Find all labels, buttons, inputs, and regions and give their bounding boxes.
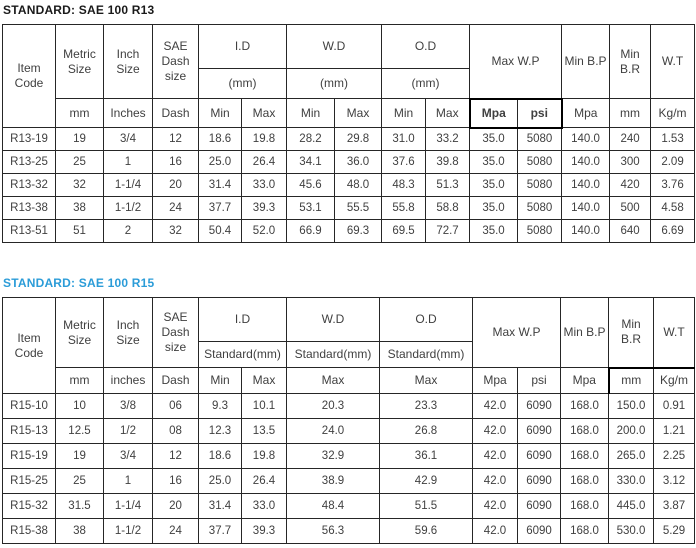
table-cell: 1 xyxy=(104,469,153,494)
table-cell: 33.0 xyxy=(242,494,287,519)
table-cell: R13-19 xyxy=(3,128,56,151)
table-cell: 38 xyxy=(56,519,104,544)
table-cell: 19.8 xyxy=(242,128,287,151)
table-cell: 6.69 xyxy=(651,220,695,243)
table-cell: 36.0 xyxy=(335,151,382,174)
table-cell: 5080 xyxy=(518,128,562,151)
col-wd: W.D xyxy=(287,25,382,69)
table-cell: 59.6 xyxy=(380,519,473,544)
table-cell: 3.76 xyxy=(651,174,695,197)
col-od-standard-mm: Standard(mm) xyxy=(380,342,473,368)
unit-mm: mm xyxy=(56,368,104,394)
unit-od-min: Min xyxy=(382,99,426,128)
table-cell: 48.3 xyxy=(382,174,426,197)
table-row xyxy=(3,519,695,544)
table-cell: R13-25 xyxy=(3,151,56,174)
table-cell: 31.4 xyxy=(199,494,242,519)
table-cell: 168.0 xyxy=(561,444,609,469)
table-cell: 150.0 xyxy=(609,394,654,419)
unit-bp-mpa: Mpa xyxy=(562,99,610,128)
table-cell: 0.91 xyxy=(654,394,695,419)
table-cell: R15-32 xyxy=(3,494,56,519)
table-body xyxy=(3,128,695,243)
table-cell: 24 xyxy=(153,519,199,544)
table-cell: 300 xyxy=(610,151,651,174)
table-cell: 48.0 xyxy=(335,174,382,197)
table-cell: 66.9 xyxy=(287,220,335,243)
table-cell: 3/4 xyxy=(104,128,153,151)
table-cell: 51 xyxy=(56,220,104,243)
col-inch-size: Inch Size xyxy=(104,298,153,368)
table-row xyxy=(3,394,695,419)
table-cell: 240 xyxy=(610,128,651,151)
table-cell: 37.6 xyxy=(382,151,426,174)
unit-id-min: Min xyxy=(199,99,242,128)
col-min-br: Min B.R xyxy=(610,25,651,99)
table-row xyxy=(3,469,695,494)
table-cell: 42.0 xyxy=(473,419,518,444)
table-cell: 50.4 xyxy=(199,220,242,243)
table-cell: 2.25 xyxy=(654,444,695,469)
table-cell: 32 xyxy=(153,220,199,243)
unit-inches: inches xyxy=(104,368,153,394)
unit-br-mm: mm xyxy=(609,368,654,394)
table-cell: 12 xyxy=(153,128,199,151)
table-cell: 42.0 xyxy=(473,394,518,419)
table-cell: 168.0 xyxy=(561,494,609,519)
table-cell: 1 xyxy=(104,151,153,174)
table-cell: 330.0 xyxy=(609,469,654,494)
table-cell: 500 xyxy=(610,197,651,220)
table-cell: 12 xyxy=(153,444,199,469)
table-cell: 42.0 xyxy=(473,444,518,469)
table-cell: 26.8 xyxy=(380,419,473,444)
table-row xyxy=(3,128,695,151)
table-cell: 25 xyxy=(56,151,104,174)
unit-dash: Dash xyxy=(153,368,199,394)
table-cell: 20 xyxy=(153,494,199,519)
table-cell: 5080 xyxy=(518,151,562,174)
col-id: I.D xyxy=(199,25,287,69)
table-cell: 3/4 xyxy=(104,444,153,469)
table-cell: 26.4 xyxy=(242,151,287,174)
table-cell: 6090 xyxy=(518,444,561,469)
table-cell: 16 xyxy=(153,151,199,174)
table-cell: 38.9 xyxy=(287,469,380,494)
table-cell: 6090 xyxy=(518,469,561,494)
unit-id-max: Max xyxy=(242,99,287,128)
unit-inches: Inches xyxy=(104,99,153,128)
unit-od-max: Max xyxy=(426,99,470,128)
table-cell: 29.8 xyxy=(335,128,382,151)
table-cell: 1-1/4 xyxy=(104,494,153,519)
table-cell: 42.0 xyxy=(473,519,518,544)
table-cell: 36.1 xyxy=(380,444,473,469)
col-wd-standard-mm: Standard(mm) xyxy=(287,342,380,368)
table-cell: 530.0 xyxy=(609,519,654,544)
table-cell: 39.8 xyxy=(426,151,470,174)
table-cell: 53.1 xyxy=(287,197,335,220)
unit-wd-min: Min xyxy=(287,99,335,128)
table-cell: 23.3 xyxy=(380,394,473,419)
table-cell: 2 xyxy=(104,220,153,243)
table-cell: 25.0 xyxy=(199,151,242,174)
table-cell: 168.0 xyxy=(561,419,609,444)
table-cell: 39.3 xyxy=(242,519,287,544)
col-inch-size: Inch Size xyxy=(104,25,153,99)
table-cell: 18.6 xyxy=(199,444,242,469)
table-cell: 140.0 xyxy=(562,151,610,174)
table-cell: 6090 xyxy=(518,494,561,519)
table-cell: 140.0 xyxy=(562,197,610,220)
table-cell: 52.0 xyxy=(242,220,287,243)
table-title-r13: STANDARD: SAE 100 R13 xyxy=(3,3,155,17)
table-cell: 9.3 xyxy=(199,394,242,419)
table-cell: 168.0 xyxy=(561,469,609,494)
unit-bp-mpa: Mpa xyxy=(561,368,609,394)
col-wt: W.T xyxy=(651,25,695,99)
table-cell: 168.0 xyxy=(561,519,609,544)
table-cell: 38 xyxy=(56,197,104,220)
table-cell: 1.53 xyxy=(651,128,695,151)
table-cell: 45.6 xyxy=(287,174,335,197)
table-cell: 48.4 xyxy=(287,494,380,519)
col-metric-size: Metric Size xyxy=(56,298,104,368)
table-cell: 06 xyxy=(153,394,199,419)
table-header xyxy=(3,298,695,394)
table-cell: 5.29 xyxy=(654,519,695,544)
col-min-bp: Min B.P xyxy=(562,25,610,99)
table-cell: 55.8 xyxy=(382,197,426,220)
table-cell: 42.0 xyxy=(473,469,518,494)
table-cell: 35.0 xyxy=(470,151,518,174)
table-cell: 34.1 xyxy=(287,151,335,174)
table-cell: 16 xyxy=(153,469,199,494)
table-cell: 6090 xyxy=(518,394,561,419)
col-item-code: Item Code xyxy=(3,298,56,394)
unit-wp-mpa: Mpa xyxy=(470,99,518,128)
table-cell: 1.21 xyxy=(654,419,695,444)
table-cell: 140.0 xyxy=(562,220,610,243)
table-cell: 265.0 xyxy=(609,444,654,469)
col-sae-dash-size: SAE Dash size xyxy=(153,298,199,368)
table-cell: 37.7 xyxy=(199,197,242,220)
table-cell: 12.5 xyxy=(56,419,104,444)
table-cell: 445.0 xyxy=(609,494,654,519)
unit-wt-kgm: Kg/m xyxy=(651,99,695,128)
table-cell: 5080 xyxy=(518,220,562,243)
table-cell: 168.0 xyxy=(561,394,609,419)
table-cell: 69.3 xyxy=(335,220,382,243)
table-cell: 37.7 xyxy=(199,519,242,544)
col-wt: W.T xyxy=(654,298,695,368)
table-cell: 51.5 xyxy=(380,494,473,519)
unit-id-min: Min xyxy=(199,368,242,394)
table-cell: 1-1/2 xyxy=(104,519,153,544)
table-cell: 25 xyxy=(56,469,104,494)
table-cell: 35.0 xyxy=(470,174,518,197)
table-cell: 1/2 xyxy=(104,419,153,444)
table-cell: 4.58 xyxy=(651,197,695,220)
table-cell: 640 xyxy=(610,220,651,243)
table-cell: R15-25 xyxy=(3,469,56,494)
table-cell: 3/8 xyxy=(104,394,153,419)
table-cell: 39.3 xyxy=(242,197,287,220)
table-cell: 35.0 xyxy=(470,197,518,220)
unit-id-max: Max xyxy=(242,368,287,394)
table-cell: 10.1 xyxy=(242,394,287,419)
table-cell: 26.4 xyxy=(242,469,287,494)
table-cell: 08 xyxy=(153,419,199,444)
table-cell: 18.6 xyxy=(199,128,242,151)
col-od: O.D xyxy=(382,25,470,69)
table-cell: 19.8 xyxy=(242,444,287,469)
col-wd: W.D xyxy=(287,298,380,342)
spec-table-r13 xyxy=(2,24,695,243)
unit-dash: Dash xyxy=(153,99,199,128)
table-cell: 32 xyxy=(56,174,104,197)
table-cell: 35.0 xyxy=(470,128,518,151)
table-cell: 28.2 xyxy=(287,128,335,151)
col-min-bp: Min B.P xyxy=(561,298,609,368)
table-cell: 13.5 xyxy=(242,419,287,444)
table-cell: 31.0 xyxy=(382,128,426,151)
unit-wt-kgm: Kg/m xyxy=(654,368,695,394)
spec-table-r15 xyxy=(2,297,695,544)
table-cell: R15-38 xyxy=(3,519,56,544)
unit-wd-max: Max xyxy=(335,99,382,128)
col-sae-dash-size: SAE Dash size xyxy=(153,25,199,99)
table-cell: 42.9 xyxy=(380,469,473,494)
table-row xyxy=(3,151,695,174)
table-cell: 51.3 xyxy=(426,174,470,197)
table-cell: 25.0 xyxy=(199,469,242,494)
table-cell: 24 xyxy=(153,197,199,220)
table-row xyxy=(3,444,695,469)
table-cell: 6090 xyxy=(518,419,561,444)
table-row xyxy=(3,174,695,197)
unit-wp-mpa: Mpa xyxy=(473,368,518,394)
table-cell: 20.3 xyxy=(287,394,380,419)
col-max-wp: Max W.P xyxy=(473,298,561,368)
table-title-r15: STANDARD: SAE 100 R15 xyxy=(3,276,155,290)
table-cell: 6090 xyxy=(518,519,561,544)
table-cell: 200.0 xyxy=(609,419,654,444)
table-cell: R13-38 xyxy=(3,197,56,220)
table-cell: 3.12 xyxy=(654,469,695,494)
table-cell: 24.0 xyxy=(287,419,380,444)
col-od: O.D xyxy=(380,298,473,342)
table-row xyxy=(3,494,695,519)
unit-br-mm: mm xyxy=(610,99,651,128)
table-cell: 56.3 xyxy=(287,519,380,544)
table-row xyxy=(3,197,695,220)
col-id: I.D xyxy=(199,298,287,342)
unit-wp-psi: psi xyxy=(518,368,561,394)
col-metric-size: Metric Size xyxy=(56,25,104,99)
table-cell: 55.5 xyxy=(335,197,382,220)
table-cell: 12.3 xyxy=(199,419,242,444)
table-cell: 19 xyxy=(56,128,104,151)
col-min-br: Min B.R xyxy=(609,298,654,368)
table-header xyxy=(3,25,695,128)
table-cell: 420 xyxy=(610,174,651,197)
unit-od-max: Max xyxy=(380,368,473,394)
table-cell: 58.8 xyxy=(426,197,470,220)
col-max-wp: Max W.P xyxy=(470,25,562,99)
table-cell: R13-51 xyxy=(3,220,56,243)
col-id-standard-mm: Standard(mm) xyxy=(199,342,287,368)
col-wd-mm: (mm) xyxy=(287,69,382,99)
table-cell: 140.0 xyxy=(562,174,610,197)
table-cell: 1-1/2 xyxy=(104,197,153,220)
table-cell: R15-19 xyxy=(3,444,56,469)
table-cell: 69.5 xyxy=(382,220,426,243)
table-cell: 140.0 xyxy=(562,128,610,151)
table-cell: 32.9 xyxy=(287,444,380,469)
unit-mm: mm xyxy=(56,99,104,128)
table-cell: R15-13 xyxy=(3,419,56,444)
table-cell: 10 xyxy=(56,394,104,419)
unit-wp-psi: psi xyxy=(518,99,562,128)
table-cell: 31.4 xyxy=(199,174,242,197)
col-item-code: Item Code xyxy=(3,25,56,128)
table-cell: 33.0 xyxy=(242,174,287,197)
units-row xyxy=(3,368,695,394)
unit-wd-max: Max xyxy=(287,368,380,394)
table-cell: 2.09 xyxy=(651,151,695,174)
table-cell: 31.5 xyxy=(56,494,104,519)
table-row xyxy=(3,419,695,444)
table-cell: 72.7 xyxy=(426,220,470,243)
table-cell: R13-32 xyxy=(3,174,56,197)
table-cell: 5080 xyxy=(518,197,562,220)
table-cell: 5080 xyxy=(518,174,562,197)
table-cell: 3.87 xyxy=(654,494,695,519)
table-cell: 20 xyxy=(153,174,199,197)
table-body xyxy=(3,394,695,544)
col-od-mm: (mm) xyxy=(382,69,470,99)
table-cell: 42.0 xyxy=(473,494,518,519)
table-row xyxy=(3,220,695,243)
table-cell: 35.0 xyxy=(470,220,518,243)
table-cell: 1-1/4 xyxy=(104,174,153,197)
table-cell: 19 xyxy=(56,444,104,469)
table-cell: R15-10 xyxy=(3,394,56,419)
units-row xyxy=(3,99,695,128)
table-cell: 33.2 xyxy=(426,128,470,151)
col-id-mm: (mm) xyxy=(199,69,287,99)
